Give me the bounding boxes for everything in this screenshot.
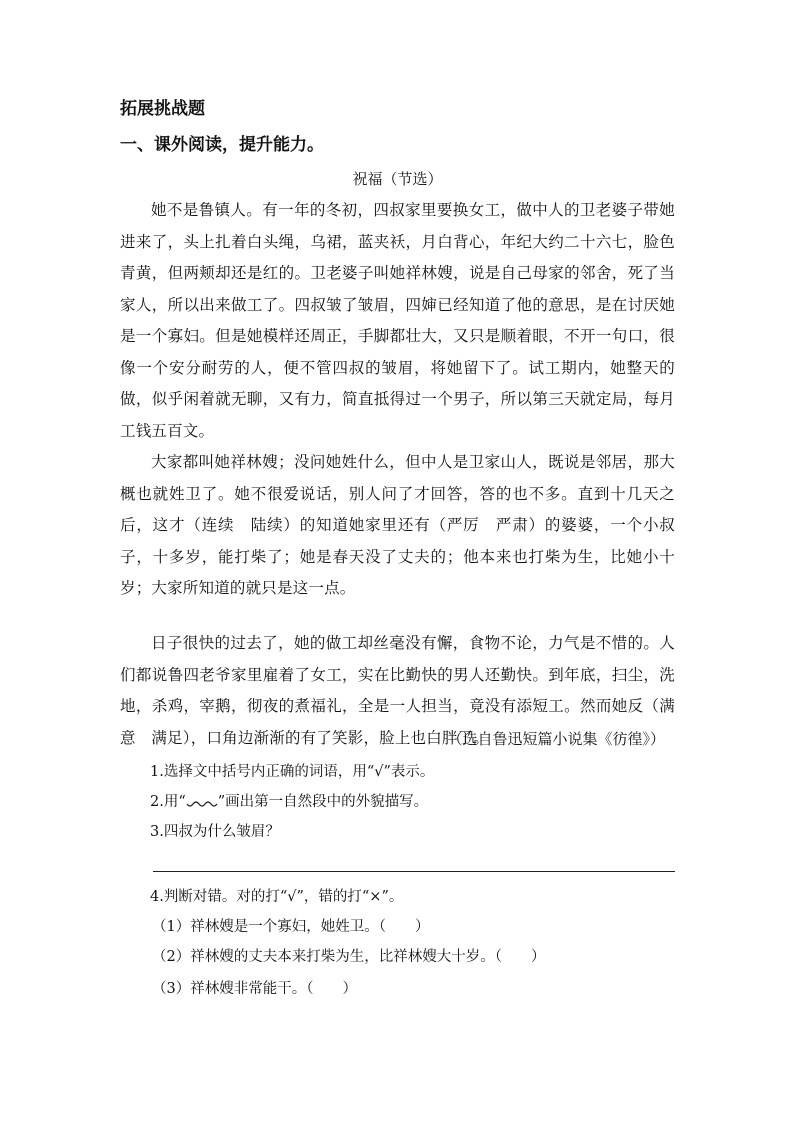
passage-paragraph-3: 日子很快的过去了，她的做工却丝毫没有懈，食物不论，力气是不惜的。人们都说鲁四老爷家里雇着了女工，实在比勤快的男人还勤快。到年底，扫尘，洗地，杀鸡，宰鹅，彻夜的煮福礼，全是一人担当，竟没有添短工。然而她反（满意 满足），口角边渐渐的有了笑影，脸上也白胖了。 [120, 634, 675, 747]
question-3: 3.四叔为什么皱眉？ [150, 824, 280, 840]
question-4-item-2: （2）祥林嫂的丈夫本来打柴为生，比祥林嫂大十岁。（ ） [152, 949, 546, 965]
question-2-prefix: 2.用“ [150, 794, 186, 810]
section-title: 一、课外阅读，提升能力。 [120, 135, 324, 155]
passage-source: （选自鲁迅短篇小说集《彷徨》） [447, 730, 665, 748]
page-heading: 拓展挑战题 [120, 99, 205, 119]
question-2-suffix: ”画出第一自然段中的外貌描写。 [217, 794, 429, 810]
question-4-item-3: （3）祥林嫂非常能干。（ ） [152, 981, 357, 997]
passage-paragraph-1: 她不是鲁镇人。有一年的冬初，四叔家里要换女工，做中人的卫老婆子带她进来了，头上扎着白头绳，乌裙，蓝夹袄，月白背心，年纪大约二十六七，脸色青黄，但两颊却还是红的。卫老婆子叫她祥林嫂，说是自己母家的邻舍，死了当家人，所以出来做工了。四叔皱了皱眉，四婶已经知道了他的意思，是在讨厌她是一个寡妇。但是她模样还周正，手脚都壮大，又只是顺着眼，不开一句口，很像一个安分耐劳的人，便不管四叔的皱眉，将她留下了。试工期内，她整天的做，似乎闲着就无聊，又有力，简直抵得过一个男子，所以第三天就定局，每月工钱五百文。 [120, 201, 675, 440]
passage-title: 祝福（节选） [352, 170, 443, 188]
wavy-underline-icon [186, 796, 218, 808]
question-4: 4.判断对错。对的打“√”，错的打“×”。 [150, 889, 404, 905]
question-2 [150, 792, 670, 812]
passage-paragraph-2: 大家都叫她祥林嫂；没问她姓什么，但中人是卫家山人，既说是邻居，那大概也就姓卫了。她不很爱说话，别人问了才回答，答的也不多。直到十几天之后，这才（连续 陆续）的知道她家里还有（严厉 严肃）的婆婆，一个小叔子，十多岁，能打柴了；她是春天没了丈夫的；他本来也打柴为生，比她小十岁；大家所知道的就只是这一点。 [120, 453, 675, 597]
answer-line[interactable] [153, 871, 675, 872]
question-1: 1.选择文中括号内正确的词语，用“√”表示。 [150, 764, 435, 780]
question-4-item-1: （1）祥林嫂是一个寡妇，她姓卫。（ ） [152, 919, 430, 935]
